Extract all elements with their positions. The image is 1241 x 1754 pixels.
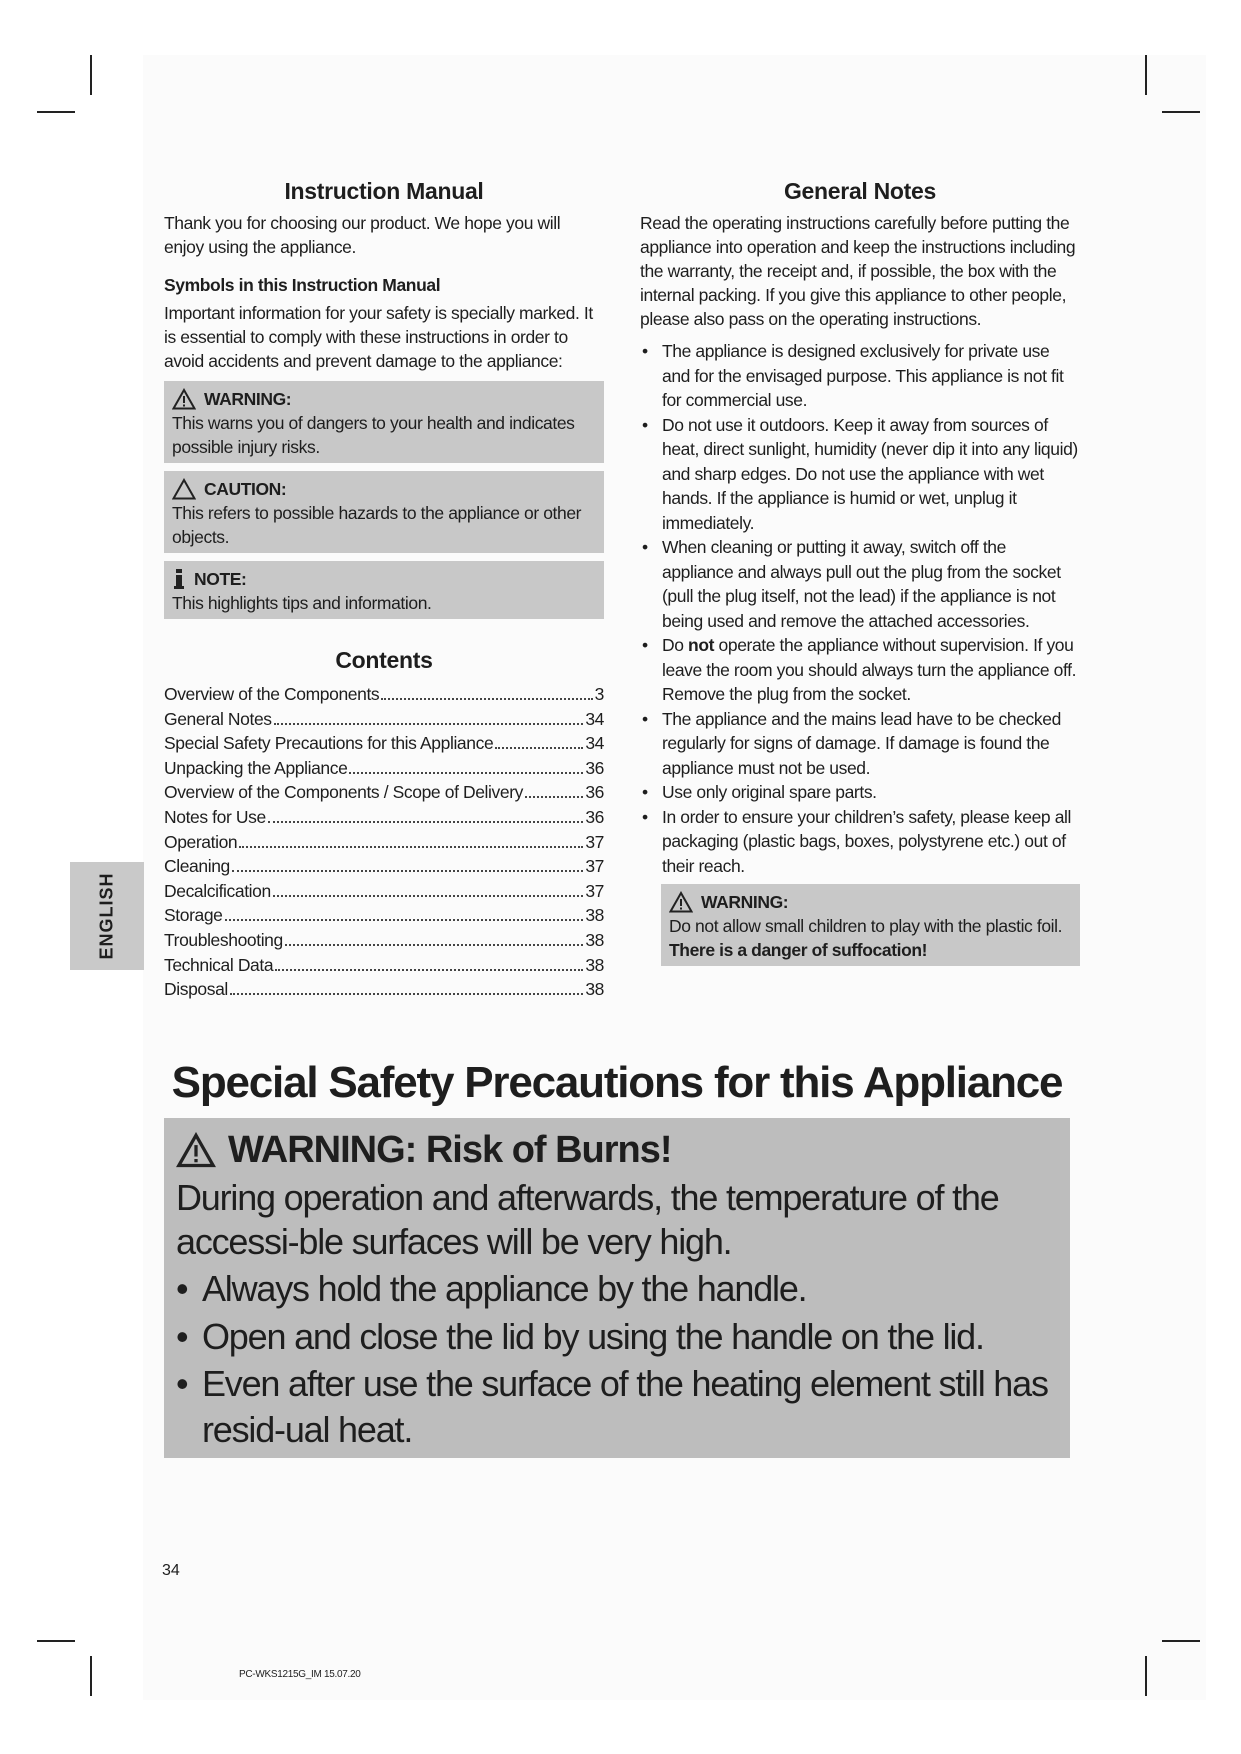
page-number: 34 [162,1562,180,1579]
toc-row [164,805,604,830]
toc-label: Special Safety Precautions for this Appliance [164,733,494,754]
toc-label: Cleaning [164,856,230,877]
list-item: • Do not use it outdoors. Keep it away from sources of heat, direct sunlight, humidity (never dip it into any liquid) and sharp edges. Do not use the appliance with wet hands. If the appliance is humid or wet, unplug it immediately. [640,413,1080,536]
toc-page: 37 [585,856,604,877]
toc-leader-dots [268,821,584,823]
list-item: • Open and close the lid by using the handle on the lid. [176,1314,1056,1360]
toc-label: Unpacking the Appliance [164,757,348,778]
note-box [164,561,604,619]
toc-leader-dots [230,993,583,995]
warning-label: WARNING: [204,389,292,409]
toc-leader-dots [274,723,584,725]
toc-label: Overview of the Components / Scope of Delivery [164,782,523,803]
language-label: ENGLISH [96,872,117,960]
toc-page: 38 [585,979,604,1000]
caution-box [164,471,604,553]
caution-text: This refers to possible hazards to the appliance or other objects. [172,503,582,547]
toc-label: Troubleshooting [164,929,283,950]
toc-row [164,707,604,732]
list-item: • Use only original spare parts. [640,780,1080,805]
toc-row [164,830,604,855]
toc-label: General Notes [164,708,272,729]
toc-label: Overview of the Components [164,684,380,704]
bullet-bold-text: not [688,635,715,655]
toc-row [164,953,604,978]
warning-bold-text: There is a danger of suffocation! [669,940,928,960]
toc-label: Technical Data [164,954,274,975]
toc-page: 38 [585,905,604,926]
crop-mark [90,55,92,95]
bullet-text: Do [662,635,689,655]
toc-leader-dots [225,919,584,921]
list-item: • When cleaning or putting it away, switch off the appliance and always pull out the plug from the socket (pull the plug itself, not the lead) if the appliance is not being used and remove the attached accessories. [640,535,1080,633]
crop-mark [1145,55,1147,95]
toc-page: 36 [585,782,604,803]
toc-label: Decalcification [164,880,271,901]
crop-mark [1162,1640,1200,1642]
toc-leader-dots [275,969,583,971]
warning-triangle-icon [176,1132,216,1168]
symbols-title: Symbols in this Instruction Manual [164,275,441,295]
toc-row [164,879,604,904]
toc-page: 38 [585,929,604,950]
list-item: • Always hold the appliance by the handle. [176,1266,1056,1312]
caution-label: CAUTION: [204,479,287,499]
footer-code: PC-WKS1215G_IM 15.07.20 [239,1669,361,1680]
toc-page: 36 [585,806,604,827]
general-notes-list [640,339,1080,878]
left-column [164,178,604,1002]
contents-title: Contents [335,647,433,673]
list-item: • In order to ensure your children’s safety, please keep all packaging (plastic bags, boxes, polystyrene etc.) out of their reach. [640,805,1080,879]
toc-row [164,731,604,756]
toc-label: Disposal [164,979,228,1000]
toc-page: 34 [585,733,604,754]
toc-leader-dots [381,698,592,700]
suffocation-warning-box [661,884,1080,966]
right-column [640,178,1080,966]
burns-warning-label: WARNING: Risk of Burns! [228,1129,672,1171]
crop-mark [37,1640,75,1642]
toc-label: Storage [164,905,223,926]
list-item: • The appliance is designed exclusively for private use and for the envisaged purpose. This appliance is not fit for commercial use. [640,339,1080,413]
symbols-text: Important information for your safety is specially marked. It is essential to comply with these instructions in order to avoid accidents and prevent damage to the appliance: [164,303,593,371]
toc-row [164,682,604,707]
caution-triangle-icon [172,478,196,500]
burns-warning-box [164,1118,1070,1458]
crop-mark [90,1656,92,1696]
toc-row [164,903,604,928]
bullet-text: operate the appliance without supervision. If you leave the room you should always turn the appliance off. Remove the plug from the socket. [662,635,1077,704]
toc-row [164,854,604,879]
toc-row [164,977,604,1002]
toc-leader-dots [239,846,583,848]
warning-text: Do not allow small children to play with the plastic foil. [669,916,1063,936]
toc-leader-dots [273,895,584,897]
toc-page: 37 [585,880,604,901]
note-text: This highlights tips and information. [172,593,432,613]
toc-row [164,780,604,805]
warning-triangle-icon [669,891,693,913]
burns-warning-text: During operation and afterwards, the temperature of the accessi-ble surfaces will be very high. [176,1177,999,1262]
info-icon [172,568,186,590]
warning-text: This warns you of dangers to your health and indicates possible injury risks. [172,413,575,457]
warning-triangle-icon [172,388,196,410]
toc-row [164,756,604,781]
note-label: NOTE: [194,569,247,589]
warning-label: WARNING: [701,892,789,912]
toc-leader-dots [349,772,583,774]
toc-page: 34 [585,708,604,729]
crop-mark [1162,111,1200,113]
toc-leader-dots [285,944,583,946]
toc-page: 38 [585,954,604,975]
list-item: • The appliance and the mains lead have to be checked regularly for signs of damage. If damage is found the appliance must not be used. [640,707,1080,781]
crop-mark [1145,1656,1147,1696]
crop-mark [37,111,75,113]
list-item [640,633,1080,707]
toc-label: Notes for Use [164,806,266,827]
table-of-contents [164,682,604,1002]
safety-title: Special Safety Precautions for this Appliance [171,1058,1063,1107]
toc-leader-dots [495,747,583,749]
instruction-manual-title: Instruction Manual [284,178,484,204]
toc-page: 3 [594,684,604,704]
toc-page: 37 [585,831,604,852]
list-item: • Even after use the surface of the heating element still has resid-ual heat. [176,1361,1056,1452]
general-notes-title: General Notes [783,178,937,204]
warning-box [164,381,604,463]
toc-leader-dots [525,796,583,798]
burns-warning-list [176,1266,1056,1452]
toc-leader-dots [232,870,583,872]
toc-row [164,928,604,953]
toc-page: 36 [585,757,604,778]
language-tab [70,862,144,970]
toc-label: Operation [164,831,238,852]
general-notes-intro: Read the operating instructions carefully before putting the appliance into operation and keep the instructions including the warranty, the receipt and, if possible, the box with the internal packing. If you give this appliance to other people, please also pass on the operating instructions. [640,213,1076,329]
intro-text: Thank you for choosing our product. We hope you will enjoy using the appliance. [164,213,561,257]
